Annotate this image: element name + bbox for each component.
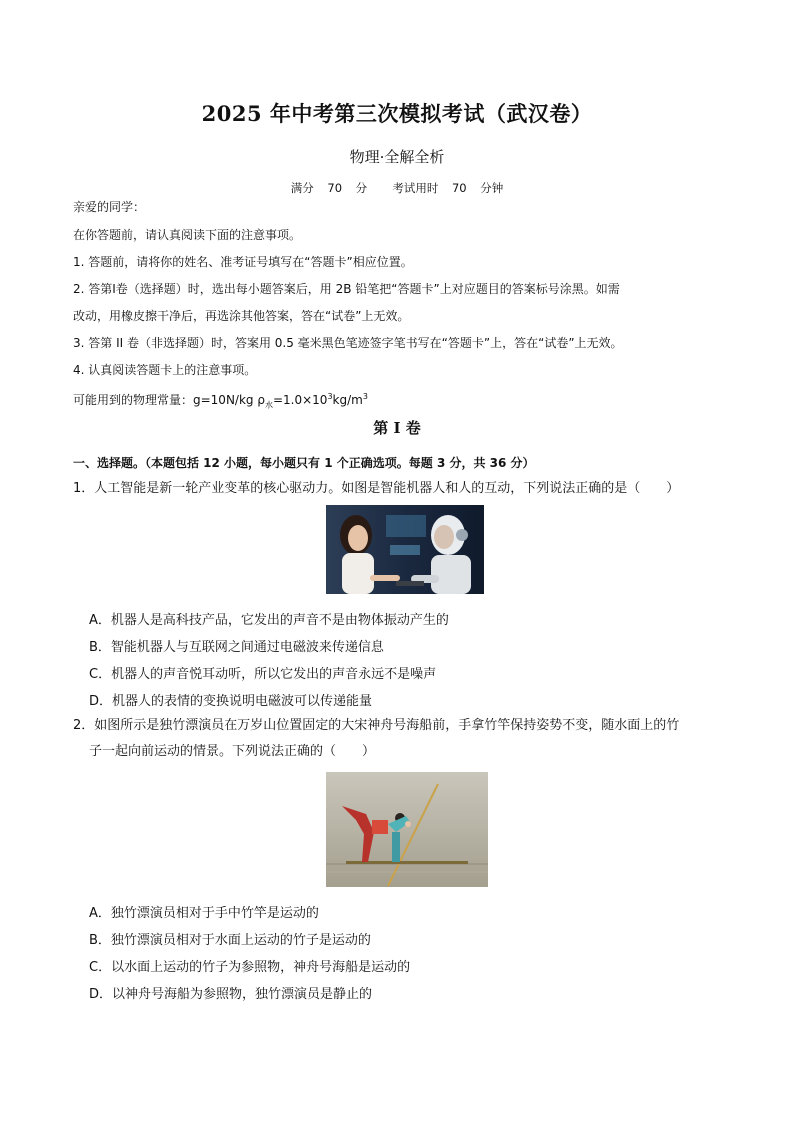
constants-sup: 3 <box>327 392 333 401</box>
bamboo-rafting-photo <box>326 772 488 887</box>
question-1-option-c: C．机器人的声音悦耳动听，所以它发出的声音永远不是噪声 <box>89 667 437 682</box>
question-1-stem: 1．人工智能是新一轮产业变革的核心驱动力。如图是智能机器人和人的互动，下列说法正确的是（ ） <box>73 481 680 496</box>
notice-greeting: 亲爱的同学： <box>73 200 146 214</box>
notice-item-2-cont: 改动，用橡皮擦干净后，再选涂其他答案，答在“试卷”上无效。 <box>73 309 410 323</box>
notice-item-1: 1. 答题前，请将你的姓名、准考证号填写在“答题卡”相应位置。 <box>73 255 413 269</box>
question-1-option-a: A．机器人是高科技产品，它发出的声音不是由物体振动产生的 <box>89 613 449 628</box>
constants-prefix: 可能用到的物理常量：g=10N/kg ρ <box>73 393 265 407</box>
question-2-option-d: D．以神舟号海船为参照物，独竹漂演员是静止的 <box>89 987 373 1002</box>
robot-photo-illustration <box>326 505 484 594</box>
part-title: 一、选择题。（本题包括 12 小题，每小题只有 1 个正确选项。每题 3 分，共 36 分） <box>73 456 535 470</box>
notice-item-4: 4. 认真阅读答题卡上的注意事项。 <box>73 363 257 377</box>
question-2-option-c: C．以水面上运动的竹子为参照物，神舟号海船是运动的 <box>89 960 411 975</box>
question-1-option-b: B．智能机器人与互联网之间通过电磁波来传递信息 <box>89 640 384 655</box>
physical-constants <box>73 389 368 413</box>
notice-item-2: 2. 答第Ⅰ卷（选择题）时，选出每小题答案后，用 2B 铅笔把“答题卡”上对应题目的答案标号涂黑。如需 <box>73 282 620 296</box>
question-2-option-a: A．独竹漂演员相对于手中竹竿是运动的 <box>89 906 319 921</box>
question-2-option-b: B．独竹漂演员相对于水面上运动的竹子是运动的 <box>89 933 371 948</box>
exam-title: 2025 年中考第三次模拟考试（武汉卷） <box>201 101 593 126</box>
bamboo-photo-illustration <box>326 772 488 887</box>
constants-suffix: kg/m <box>332 393 363 407</box>
constants-mid: =1.0×10 <box>272 393 328 407</box>
constants-sub: 水 <box>264 400 273 410</box>
notice-intro: 在你答题前，请认真阅读下面的注意事项。 <box>73 228 302 242</box>
question-1-option-d: D．机器人的表情的变换说明电磁波可以传递能量 <box>89 694 373 709</box>
notice-item-3: 3. 答第 II 卷（非选择题）时，答案用 0.5 毫米黑色笔迹签字笔书写在“答题卡”上，答在“试卷”上无效。 <box>73 336 623 350</box>
robot-interaction-photo <box>326 505 484 594</box>
question-2-stem-line1: 2．如图所示是独竹漂演员在万岁山位置固定的大宋神舟号海船前，手拿竹竿保持姿势不变，随水面上的竹 <box>73 718 680 733</box>
exam-meta: 满分 70 分 考试用时 70 分钟 <box>290 181 504 195</box>
volume-title: 第 I 卷 <box>373 419 421 437</box>
question-2-stem-line2: 子一起向前运动的情景。下列说法正确的（ ） <box>89 744 376 759</box>
exam-subtitle: 物理·全解全析 <box>349 148 445 166</box>
constants-sup2: 3 <box>362 392 368 401</box>
